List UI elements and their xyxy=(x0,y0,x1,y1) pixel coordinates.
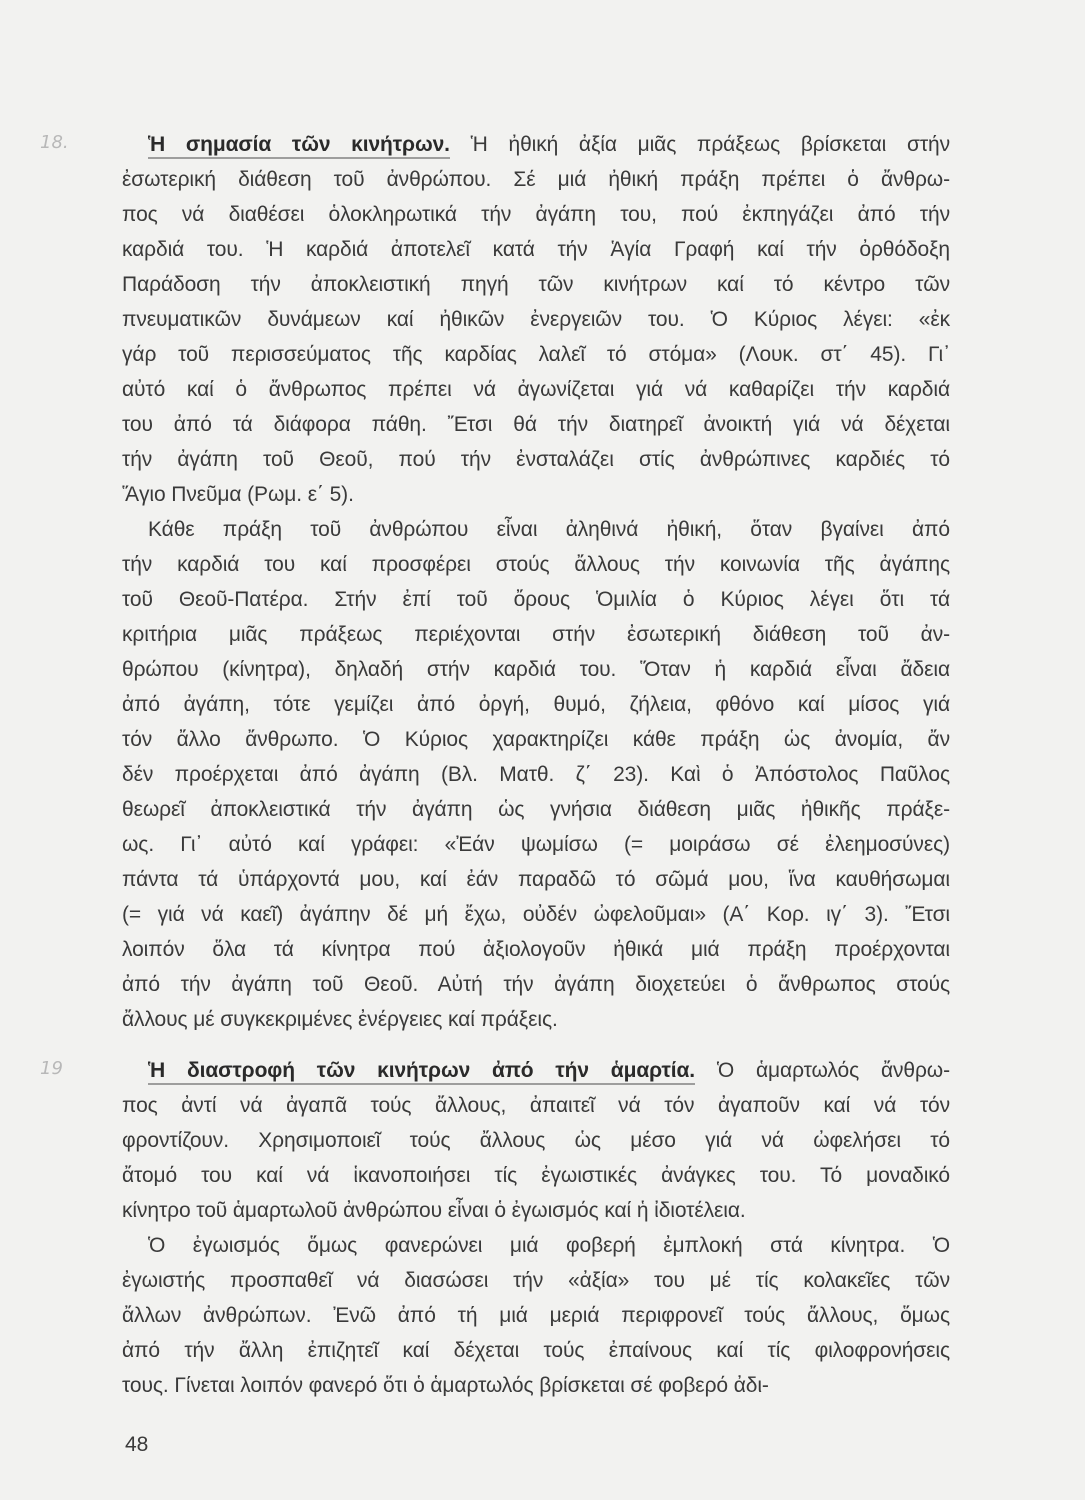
margin-note: 18. xyxy=(40,132,69,153)
text-line xyxy=(122,1228,950,1263)
line-text: του ἀπό τά διάφορα πάθη. Ἔτσι θά τήν διατηρεῖ ἀνοικτή γιά νά δέχεται xyxy=(122,413,950,436)
text-line xyxy=(122,337,950,372)
text-line xyxy=(122,477,950,512)
text-line xyxy=(122,267,950,302)
text-line xyxy=(122,302,950,337)
line-text: Ἅγιο Πνεῦμα (Ρωμ. ε΄ 5). xyxy=(122,483,354,506)
line-text: κριτήρια μιᾶς πράξεως περιέχονται στήν ἐσωτερική διάθεση τοῦ ἀν- xyxy=(122,623,950,646)
line-text: δέν προέρχεται ἀπό ἀγάπη (Βλ. Ματθ. ζ΄ 23). Καὶ ὁ Ἀπόστολος Παῦλος xyxy=(122,763,950,786)
page-number: 48 xyxy=(125,1433,149,1456)
line-text: γάρ τοῦ περισσεύματος τῆς καρδίας λαλεῖ τό στόμα» (Λουκ. στ΄ 45). Γι᾽ xyxy=(122,343,950,366)
text-line xyxy=(122,407,950,442)
line-text: ἐσωτερική διάθεση τοῦ ἀνθρώπου. Σέ μιά ἠθική πράξη πρέπει ὁ ἄνθρω- xyxy=(122,168,950,191)
text-line xyxy=(122,442,950,477)
section-distortion-of-motives xyxy=(122,1053,950,1403)
margin-note: 19 xyxy=(40,1058,63,1079)
line-text: ἄλλους μέ συγκεκριμένες ἐνέργειες καί πράξεις. xyxy=(122,1008,558,1031)
line-text: πος ἀντί νά ἀγαπᾶ τούς ἄλλους, ἀπαιτεῖ νά τόν ἀγαποῦν καί νά τόν xyxy=(122,1094,950,1117)
line-text: τήν ἀγάπη τοῦ Θεοῦ, πού τήν ἐνσταλάζει στίς ἀνθρώπινες καρδιές τό xyxy=(122,448,950,471)
line-text: (= γιά νά καεῖ) ἀγάπην δέ μή ἔχω, οὐδέν ὠφελοῦμαι» (Α΄ Κορ. ιγ΄ 3). Ἔτσι xyxy=(122,903,950,926)
line-text: τήν καρδιά του καί προσφέρει στούς ἄλλους τήν κοινωνία τῆς ἀγάπης xyxy=(122,553,950,576)
line-text: ἀπό ἀγάπη, τότε γεμίζει ἀπό ὀργή, θυμό, ζήλεια, φθόνο καί μίσος γιά xyxy=(122,693,950,716)
line-text: πάντα τά ὑπάρχοντά μου, καί ἐάν παραδῶ τό σῶμά μου, ἵνα καυθήσωμαι xyxy=(122,868,950,891)
text-line xyxy=(122,1002,950,1037)
line-text: Παράδοση τήν ἀποκλειστική πηγή τῶν κινήτρων καί τό κέντρο τῶν xyxy=(122,273,950,296)
text-line xyxy=(122,827,950,862)
text-line xyxy=(122,757,950,792)
line-text: θρώπου (κίνητρα), δηλαδή στήν καρδιά του. Ὅταν ἡ καρδιά εἶναι ἄδεια xyxy=(122,658,950,681)
line-text: λοιπόν ὅλα τά κίνητρα πού ἀξιολογοῦν ἠθικά μιά πράξη προέρχονται xyxy=(122,938,950,961)
line-text: ἀπό τήν ἀγάπη τοῦ Θεοῦ. Αὐτή τήν ἀγάπη διοχετεύει ὁ ἄνθρωπος στούς xyxy=(122,973,950,996)
text-line xyxy=(122,1263,950,1298)
line-text: Ὁ ἐγωισμός ὅμως φανερώνει μιά φοβερή ἐμπλοκή στά κίνητρα. Ὁ xyxy=(148,1234,950,1257)
line-text: φροντίζουν. Χρησιμοποιεῖ τούς ἄλλους ὡς μέσο γιά νά ὠφελήσει τό xyxy=(122,1129,950,1152)
text-line xyxy=(122,1333,950,1368)
section-significance-of-motives xyxy=(122,127,950,1037)
line-text: ως. Γι᾽ αὐτό καί γράφει: «Ἐάν ψωμίσω (= μοιράσω σέ ἐλεημοσύνες) xyxy=(122,833,950,856)
text-line xyxy=(122,1088,950,1123)
text-line xyxy=(122,1158,950,1193)
text-line xyxy=(122,792,950,827)
section-heading: Ἡ σημασία τῶν κινήτρων. xyxy=(148,133,450,159)
line-text: ἄλλων ἀνθρώπων. Ἐνῶ ἀπό τή μιά μεριά περιφρονεῖ τούς ἄλλους, ὅμως xyxy=(122,1304,950,1327)
line-text: Κάθε πράξη τοῦ ἀνθρώπου εἶναι ἀληθινά ἠθική, ὅταν βγαίνει ἀπό xyxy=(148,518,950,541)
text-line xyxy=(122,722,950,757)
text-line xyxy=(122,687,950,722)
line-text: πος νά διαθέσει ὁλοκληρωτικά τήν ἀγάπη του, πού ἐκπηγάζει ἀπό τήν xyxy=(122,203,950,226)
line-text: Ὁ ἁμαρτωλός ἄνθρω- xyxy=(695,1059,950,1082)
text-line xyxy=(122,967,950,1002)
line-text: αὐτό καί ὁ ἄνθρωπος πρέπει νά ἀγωνίζεται γιά νά καθαρίζει τήν καρδιά xyxy=(122,378,950,401)
text-line xyxy=(122,582,950,617)
line-text: ἀπό τήν ἄλλη ἐπιζητεῖ καί δέχεται τούς ἐπαίνους καί τίς φιλοφρονήσεις xyxy=(122,1339,950,1362)
text-line xyxy=(122,512,950,547)
line-text: Ἡ ἠθική ἀξία μιᾶς πράξεως βρίσκεται στήν xyxy=(449,133,950,156)
text-line xyxy=(122,1368,950,1403)
text-line xyxy=(122,162,950,197)
text-line xyxy=(122,547,950,582)
text-line xyxy=(122,232,950,267)
line-text: τους. Γίνεται λοιπόν φανερό ὅτι ὁ ἁμαρτωλός βρίσκεται σέ φοβερό ἀδι- xyxy=(122,1374,769,1397)
line-text: τόν ἄλλο ἄνθρωπο. Ὁ Κύριος χαρακτηρίζει κάθε πράξη ὡς ἀνομία, ἄν xyxy=(122,728,950,751)
section-heading: Ἡ διαστροφή τῶν κινήτρων ἀπό τήν ἁμαρτία. xyxy=(148,1059,695,1085)
text-line xyxy=(122,1053,950,1088)
line-text: κίνητρο τοῦ ἁμαρτωλοῦ ἀνθρώπου εἶναι ὁ ἐγωισμός καί ἡ ἰδιοτέλεια. xyxy=(122,1199,746,1222)
text-line xyxy=(122,127,950,162)
text-line xyxy=(122,617,950,652)
line-text: πνευματικῶν δυνάμεων καί ἠθικῶν ἐνεργειῶν του. Ὁ Κύριος λέγει: «ἐκ xyxy=(122,308,950,331)
text-line xyxy=(122,1123,950,1158)
text-line xyxy=(122,372,950,407)
line-text: ἄτομό του καί νά ἱκανοποιήσει τίς ἐγωιστικές ἀνάγκες του. Τό μοναδικό xyxy=(122,1164,950,1187)
text-line xyxy=(122,897,950,932)
text-line xyxy=(122,652,950,687)
text-line xyxy=(122,932,950,967)
line-text: τοῦ Θεοῦ-Πατέρα. Στήν ἐπί τοῦ ὄρους Ὁμιλία ὁ Κύριος λέγει ὅτι τά xyxy=(122,588,950,611)
text-line xyxy=(122,1298,950,1333)
line-text: καρδιά του. Ἡ καρδιά ἀποτελεῖ κατά τήν Ἁγία Γραφή καί τήν ὀρθόδοξη xyxy=(122,238,950,261)
line-text: ἐγωιστής προσπαθεῖ νά διασώσει τήν «ἀξία» του μέ τίς κολακεῖες τῶν xyxy=(122,1269,950,1292)
line-text: θεωρεῖ ἀποκλειστικά τήν ἀγάπη ὡς γνήσια διάθεση μιᾶς ἠθικῆς πράξε- xyxy=(122,798,950,821)
text-line xyxy=(122,1193,950,1228)
text-line xyxy=(122,862,950,897)
text-line xyxy=(122,197,950,232)
